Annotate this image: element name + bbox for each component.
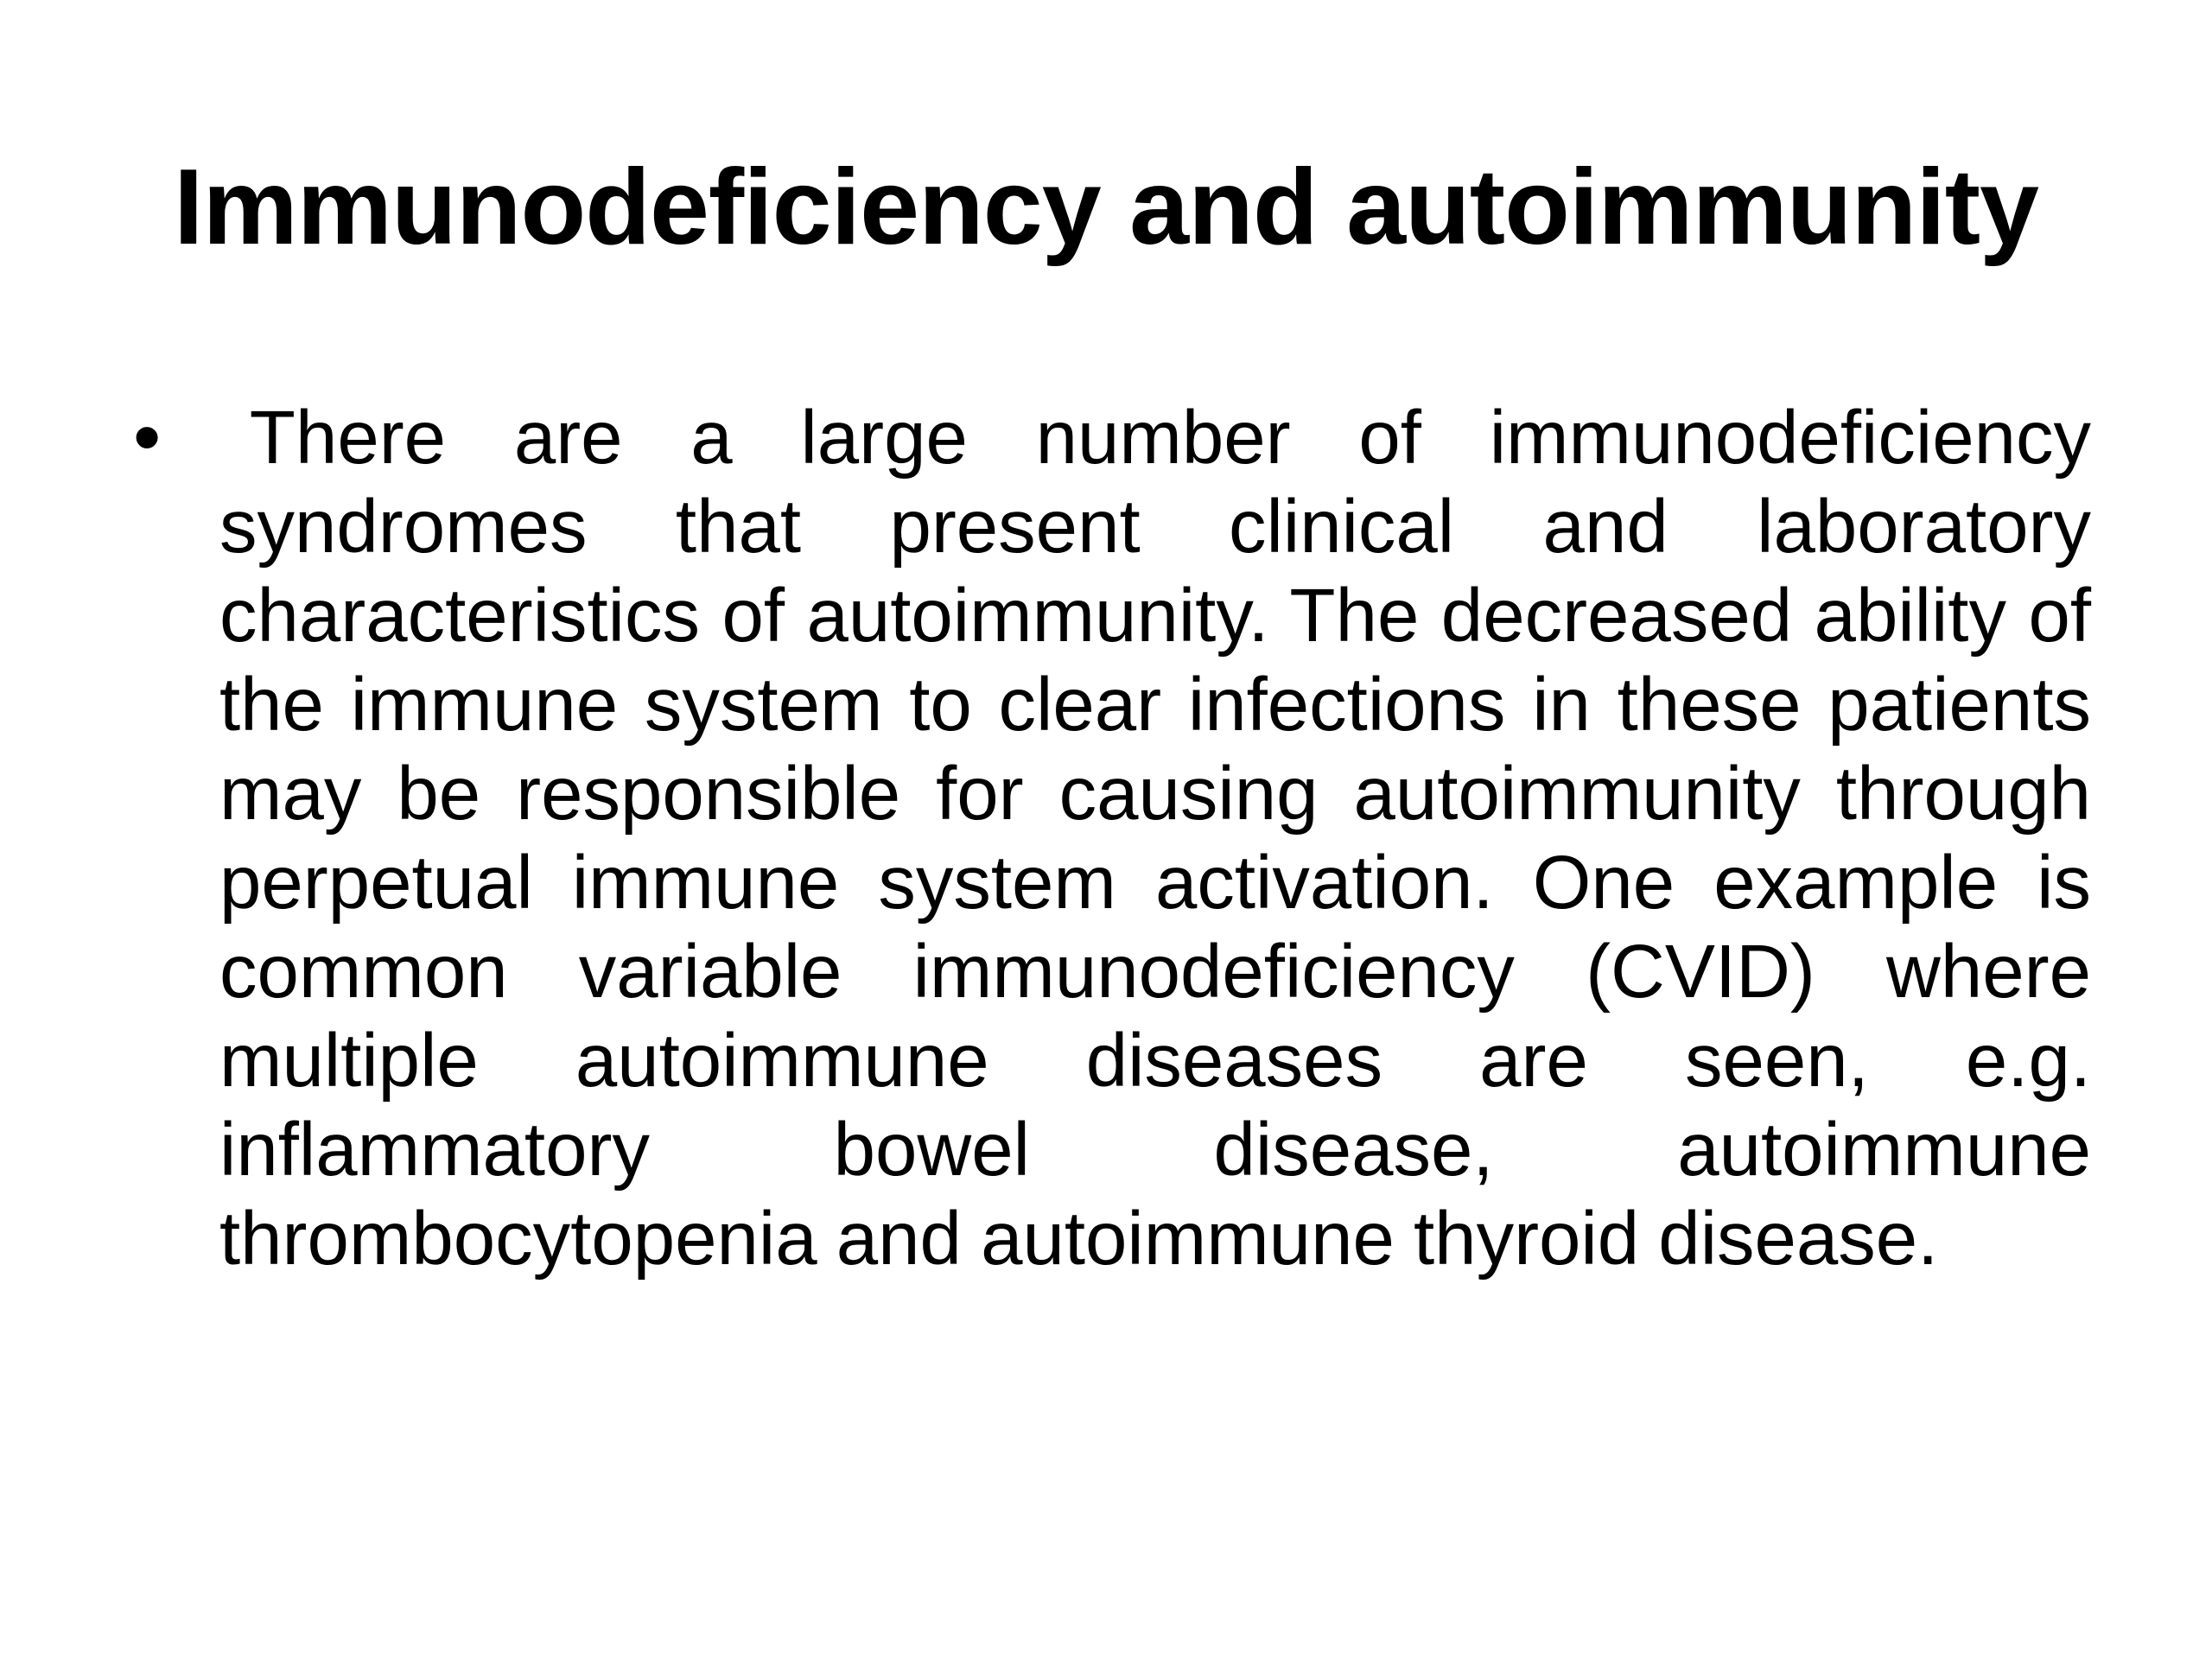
- slide-title: Immunodeficiency and autoimmunity: [174, 148, 2038, 267]
- bullet-list: [130, 393, 2091, 1283]
- bullet-item: [130, 393, 2091, 1283]
- bullet-text: There are a large number of immunodeficiency syndromes that present clinical and laboratory characteristics of autoimmunity. The decreased ability of the immune system to clear infections in these patients may be responsible for causing autoimmunity through perpetual immune system activation. One example is common variable immunodeficiency (CVID) where multiple autoimmune diseases are seen, e.g. inflammatory bowel disease, autoimmune thrombocytopenia and autoimmune thyroid disease.: [219, 396, 2091, 1281]
- bullet-marker: •: [133, 393, 162, 481]
